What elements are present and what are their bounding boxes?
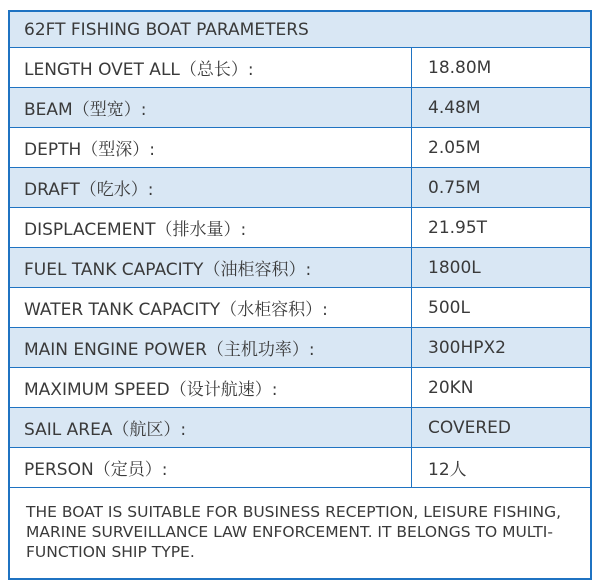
row-value: 500L xyxy=(428,297,470,318)
row-label: BEAM（型宽）: xyxy=(10,88,412,127)
table-title: 62FT FISHING BOAT PARAMETERS xyxy=(24,19,309,40)
table-row-depth xyxy=(10,128,590,168)
row-label: DEPTH（型深）: xyxy=(10,128,412,167)
row-value: 300HPX2 xyxy=(428,337,506,358)
table-row-max-speed xyxy=(10,368,590,408)
description-note: THE BOAT IS SUITABLE FOR BUSINESS RECEPTION, LEISURE FISHING, MARINE SURVEILLANCE LAW ENFORCEMENT. IT BELONGS TO MULTI-FUNCTION SHIP TYPE. xyxy=(26,503,562,561)
row-value: 4.48M xyxy=(428,97,481,118)
table-row-engine-power xyxy=(10,328,590,368)
row-label: LENGTH OVET ALL（总长）: xyxy=(10,48,412,87)
row-label: FUEL TANK CAPACITY（油柜容积）: xyxy=(10,248,412,287)
row-value: 18.80M xyxy=(428,57,492,78)
table-row-beam xyxy=(10,88,590,128)
table-row-draft xyxy=(10,168,590,208)
row-label: DRAFT（吃水）: xyxy=(10,168,412,207)
row-value: COVERED xyxy=(428,417,511,438)
parameters-table xyxy=(8,10,592,580)
table-row-water-tank xyxy=(10,288,590,328)
table-row-sail-area xyxy=(10,408,590,448)
row-label: PERSON（定员）: xyxy=(10,448,412,487)
table-row-displacement xyxy=(10,208,590,248)
row-value: 2.05M xyxy=(428,137,481,158)
row-label: WATER TANK CAPACITY（水柜容积）: xyxy=(10,288,412,327)
row-label: MAIN ENGINE POWER（主机功率）: xyxy=(10,328,412,367)
table-title-row xyxy=(10,12,590,48)
row-label: MAXIMUM SPEED（设计航速）: xyxy=(10,368,412,407)
row-label: SAIL AREA（航区）: xyxy=(10,408,412,447)
row-value: 1800L xyxy=(428,257,481,278)
row-value: 12人 xyxy=(428,460,467,480)
row-value: 0.75M xyxy=(428,177,481,198)
row-label: DISPLACEMENT（排水量）: xyxy=(10,208,412,247)
table-row-fuel-tank xyxy=(10,248,590,288)
row-value: 20KN xyxy=(428,377,474,398)
table-row-person xyxy=(10,448,590,488)
row-value: 21.95T xyxy=(428,217,488,238)
table-row-length xyxy=(10,48,590,88)
